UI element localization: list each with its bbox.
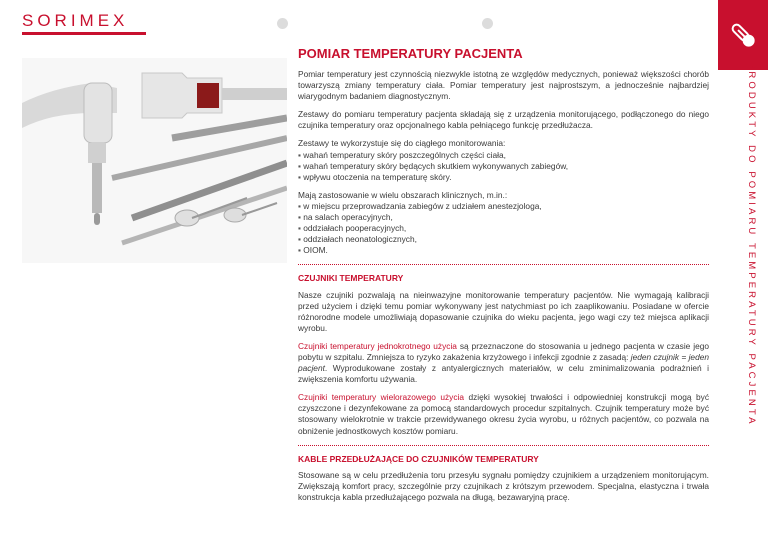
list-item: ▪ wahań temperatury skóry poszczególnych części ciała, xyxy=(298,150,709,161)
divider xyxy=(298,264,709,265)
areas-list xyxy=(298,201,709,256)
cables-paragraph: Stosowane są w celu przedłużenia toru przesyłu sygnału pomiędzy czujnikiem a urządzeniem monitorującym. Zwiększają komfort pracy, szczególnie przy czujnikach z krótszym przewodem. Specjalna, elastyczna i trwała konstrukcja kabla przedłużającego pozwala na długą, bezawaryjną pracę. xyxy=(298,469,709,502)
section-heading-cables: KABLE PRZEDŁUŻAJĄCE DO CZUJNIKÓW TEMPERATURY xyxy=(298,453,539,464)
intro-paragraph: Zestawy do pomiaru temperatury pacjenta składają się z urządzenia monitorującego, podłączonego do niego czujnika temperatury oraz opcjonalnego kabla pełniącego funkcję przedłużacza. xyxy=(298,109,709,131)
sensors-paragraph: Nasze czujniki pozwalają na nieinwazyjne monitorowanie temperatury pacjentów. Nie wymagają kalibracji przed użyciem i dzięki temu pomiar wykonywany jest natychmiast po ich zaaplikowaniu. Posiadane w ofercie różnorodne modele umożliwiają dopasowanie czujnika do wieku pacjenta, jego wagi czy też miejsca aplikacji wyrobu. xyxy=(298,289,709,333)
list-item: ▪ oddziałach pooperacyjnych, xyxy=(298,223,709,234)
decorative-dot xyxy=(482,18,493,29)
list-item: ▪ OIOM. xyxy=(298,245,709,256)
list-item: ▪ oddziałach neonatologicznych, xyxy=(298,234,709,245)
section-heading-sensors: CZUJNIKI TEMPERATURY xyxy=(298,273,404,284)
reusable-label: Czujniki temperatury wielorazowego użycia xyxy=(298,392,465,403)
sensors-single-use-paragraph: Czujniki temperatury jednokrotnego użycia są przeznaczone do stosowania u jednego pacjenta w czasie jego pobytu w szpitalu. Zmniejsza to ryzyko zakażenia krzyżowego i infekcji zgodnie z zasadą: jeden czujnik = jeden pacjent. Wyprodukowane zostały z antyalergicznych materiałów, w celu zminimalizowania podrażnień i zwiększenia komfortu używania. xyxy=(298,340,709,385)
rule-text: jeden czujnik = jeden pacjent xyxy=(298,351,709,374)
sensors-reusable-paragraph: Czujniki temperatury wielorazowego użycia dzięki wysokiej trwałości i odpowiedniej konstrukcji mogą być czyszczone i dezynfekowane za pomocą standardowych procedur szpitalnych. Czujnik temperatury może być stosowany wielokrotnie w trakcie przewidywanego okresu życia wyrobu, u różnych pacjentów, co pozwala na obniżenie jednostkowych kosztów pomiaru. xyxy=(298,392,709,436)
side-label: PRODUKTY DO POMIARU TEMPERATURY PACJENTA xyxy=(746,62,757,427)
single-use-label: Czujniki temperatury jednokrotnego użycia xyxy=(298,340,457,351)
list-item: ▪ w miejscu przeprowadzania zabiegów z udziałem anestezjologa, xyxy=(298,201,709,212)
product-photo xyxy=(22,58,287,263)
list-item: ▪ na salach operacyjnych, xyxy=(298,212,709,223)
list-item: ▪ wpływu otoczenia na temperaturę skóry. xyxy=(298,172,709,183)
intro-paragraph: Pomiar temperatury jest czynnością niezwykle istotną ze względów medycznych, ponieważ większości chorób towarzyszą zmiany temperatury ciała. Pomiar temperatury jest najprostszym, a jednocześnie najbardziej wiarygodnym badaniem diagnostycznym. xyxy=(298,69,709,102)
page-title: POMIAR TEMPERATURY PACJENTA xyxy=(298,46,523,61)
sorimex-logo: SORIMEX xyxy=(22,11,146,35)
areas-lead: Mają zastosowanie w wielu obszarach klinicznych, m.in.: xyxy=(298,189,508,200)
monitor-list xyxy=(298,150,709,183)
side-bar xyxy=(718,0,768,543)
divider xyxy=(298,445,709,446)
monitor-lead: Zestawy te wykorzystuje się do ciągłego monitorowania: xyxy=(298,138,506,149)
thermometer-icon xyxy=(718,0,768,70)
main-content xyxy=(298,46,709,510)
decorative-dot xyxy=(277,18,288,29)
list-item: ▪ wahań temperatury skóry będących skutkiem wykonywanych zabiegów, xyxy=(298,161,709,172)
